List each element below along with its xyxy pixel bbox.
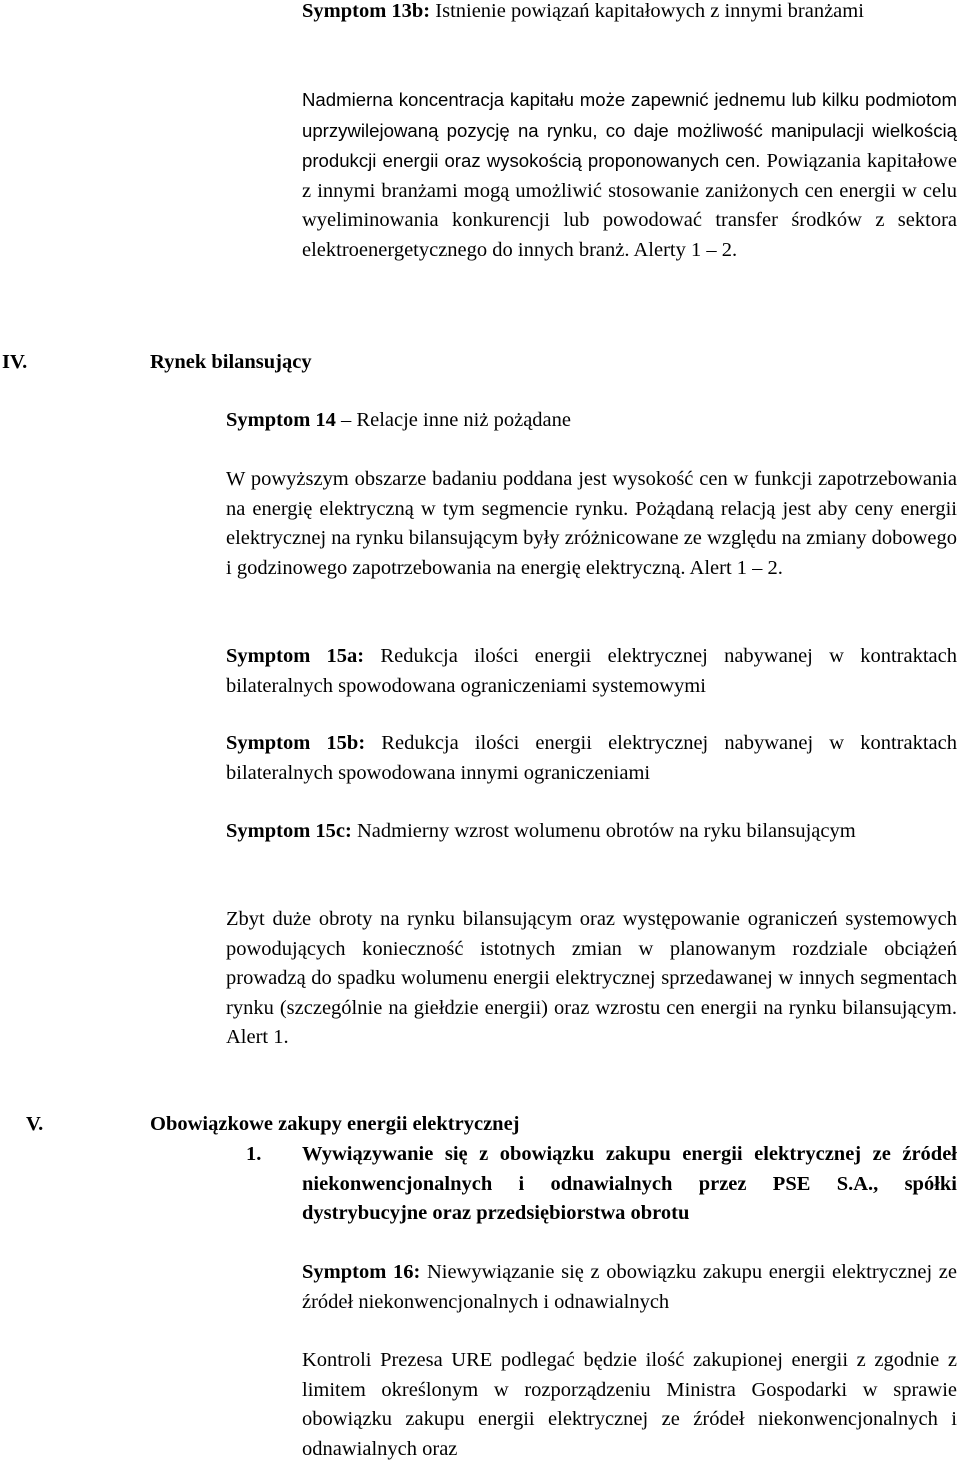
symptom-16-paragraph: Kontroli Prezesa URE podlegać będzie ilość zakupionej energii z zgodnie z limitem określonym w rozporządzeniu Ministra Gospodarki w sprawie obowiązku zakupu energii elektrycznej ze źródeł niekonwencjonalnych i odnawialnych oraz <box>302 1349 957 1460</box>
symptom-title: Niewywiązanie się z obowiązku zakupu energii elektrycznej ze źródeł niekonwencjonalnych i odnawialnych <box>302 1261 958 1313</box>
section-v-numeral: V. <box>26 1113 44 1135</box>
symptom-15b-heading <box>226 729 957 788</box>
symptom-13b-heading <box>302 0 957 27</box>
symptom-16-heading <box>302 1258 957 1317</box>
list-item-text: Wywiązywanie się z obowiązku zakupu energii elektrycznej ze źródeł niekonwencjonalnych i odnawialnych przez PSE S.A., spółki dystrybucyjne oraz przedsiębiorstwa obrotu <box>302 1143 957 1224</box>
symptom-title: Redukcja ilości energii elektrycznej nabywanej w kontraktach bilateralnych spowodowana innymi ograniczeniami <box>226 732 958 784</box>
symptom-label: Symptom 15c: <box>226 820 352 842</box>
symptom-title: Redukcja ilości energii elektrycznej nabywanej w kontraktach bilateralnych spowodowana ograniczeniami systemowymi <box>226 645 957 697</box>
section-iv-title: Rynek bilansujący <box>150 351 312 373</box>
symptom-label: Symptom 15a: <box>226 645 365 667</box>
symptom-label: Symptom 15b: <box>226 732 366 754</box>
paragraph-part-1: Nadmierna koncentracja kapitału może zapewnić jednemu lub kilku podmiotom uprzywilejowaną pozycję na rynku, co daje możliwość manipulacji wielkością produkcji energii oraz wysokością proponowanych cen. <box>302 89 957 171</box>
symptom-14-heading <box>226 406 957 436</box>
symptom-14-paragraph: W powyższym obszarze badaniu poddana jest wysokość cen w funkcji zapotrzebowania na energię elektryczną w tym segmencie rynku. Pożądaną relacją jest aby ceny energii elektrycznej na rynku bilansującym były zróżnicowane ze względu na zmiany dobowego i godzinowego zapotrzebowania na energię elektryczną. Alert 1 – 2. <box>226 468 957 579</box>
symptom-label: Symptom 13b: <box>302 0 431 22</box>
symptom-title: Istnienie powiązań kapitałowych z innymi branżami <box>435 0 864 22</box>
symptom-title: Nadmierny wzrost wolumenu obrotów na ryku bilansującym <box>356 820 856 842</box>
symptom-15c-heading <box>226 817 957 847</box>
symptom-15a-heading <box>226 642 957 701</box>
symptom-15c-paragraph: Zbyt duże obroty na rynku bilansującym oraz występowanie ograniczeń systemowych powodujących konieczność istotnych zmian w planowanym rozdziale obciążeń prowadzą do spadku wolumenu energii elektrycznej sprzedawanej w innych segmentach rynku (szczególnie na giełdzie energii) oraz wzrostu cen energii na rynku bilansującym. Alert 1. <box>226 908 957 1048</box>
section-iv-numeral: IV. <box>2 351 28 373</box>
symptom-title: – Relacje inne niż pożądane <box>341 409 571 431</box>
symptom-label: Symptom 14 <box>226 409 336 431</box>
section-v-title: Obowiązkowe zakupy energii elektrycznej <box>150 1113 520 1135</box>
list-item-number: 1. <box>246 1143 262 1165</box>
paragraph-part-2: Powiązania kapitałowe z innymi branżami mogą umożliwić stosowanie zaniżonych cen energii w celu wyeliminowania konkurencji lub powodować transfer środków z sektora elektroenergetycznego do innych branż. Alerty 1 – 2. <box>302 150 957 261</box>
symptom-label: Symptom 16: <box>302 1261 421 1283</box>
symptom-13b-paragraph <box>302 85 957 265</box>
